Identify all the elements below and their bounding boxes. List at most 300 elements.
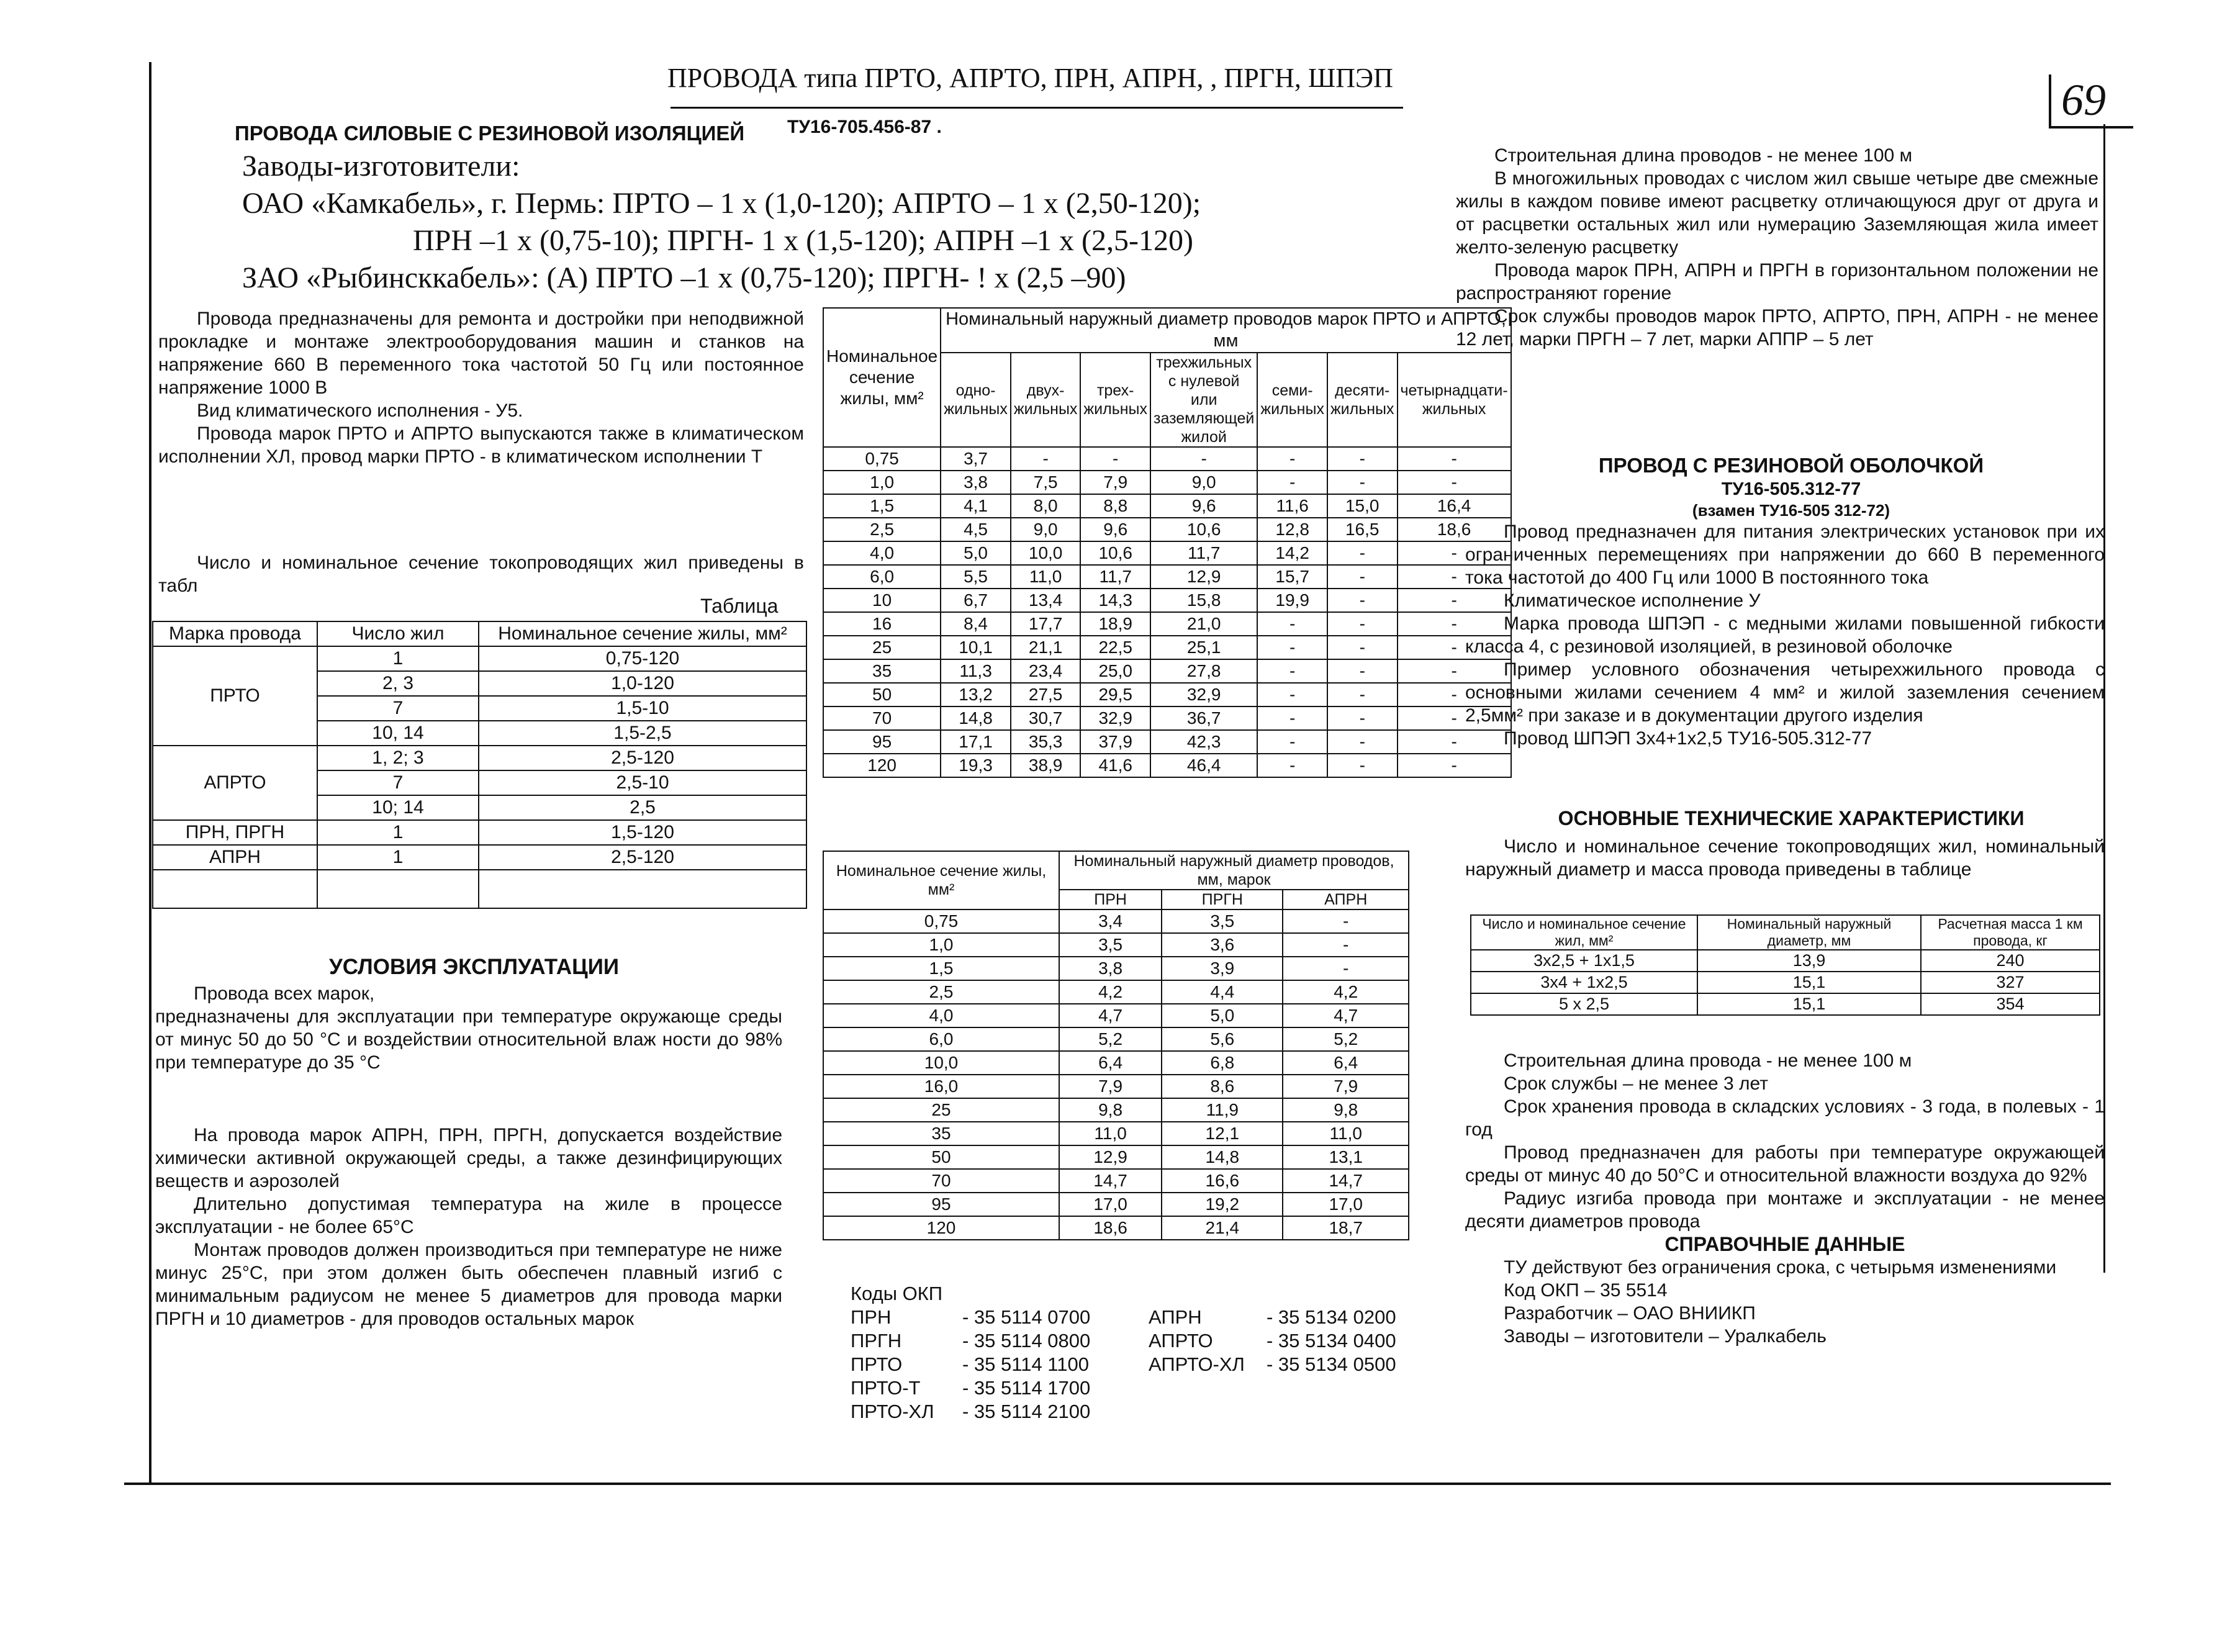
- table-row: [823, 447, 1511, 471]
- table-row: [823, 980, 1409, 1004]
- table-row: [1471, 993, 2100, 1015]
- value-cell: -: [1257, 659, 1327, 683]
- value-cell: 25,0: [1080, 659, 1150, 683]
- prn-diameter-table: [823, 851, 1409, 1240]
- right-paragraph: Строительная длина проводов - не менее 100 м: [1494, 145, 1913, 166]
- shpep-block: [1465, 520, 2105, 750]
- row-label-cell: 0,75: [823, 447, 941, 471]
- table-row: [823, 471, 1511, 494]
- manufacturers-line: ЗАО «Рыбинсккабель»: (А) ПРТО –1 х (0,75-120); ПРГН- ! х (2,5 –90): [242, 261, 1126, 294]
- conditions-block: [155, 982, 782, 1074]
- conditions-paragraph: Монтаж проводов должен производиться при температуре не ниже минус 25°С, при этом должен быть обеспечен плавный изгиб с минимальным радиусом не менее 5 диаметров для провода марки ПРГН и 10 диаметров - для проводов остальных марок: [155, 1240, 782, 1329]
- value-cell: 9,6: [1080, 518, 1150, 541]
- table-row: [823, 1004, 1409, 1027]
- value-cell: 18,6: [1059, 1216, 1162, 1240]
- value-cell: -: [1398, 612, 1511, 636]
- table-row: [823, 957, 1409, 980]
- value-cell: 16,4: [1398, 494, 1511, 518]
- row-label-cell: 6,0: [823, 565, 941, 589]
- value-cell: 9,6: [1150, 494, 1257, 518]
- row-label-cell: 70: [823, 706, 941, 730]
- value-cell: 8,4: [941, 612, 1011, 636]
- value-cell: 25,1: [1150, 636, 1257, 659]
- table-row: [823, 612, 1511, 636]
- value-cell: -: [1257, 471, 1327, 494]
- table-row: [823, 754, 1511, 777]
- okp-mark: АПРН: [1149, 1306, 1202, 1328]
- row-label-cell: 50: [823, 1145, 1059, 1169]
- table-row: [823, 659, 1511, 683]
- value-cell: 13,1: [1283, 1145, 1409, 1169]
- value-cell: 15,1: [1697, 972, 1921, 993]
- table-row: [823, 589, 1511, 612]
- value-cell: -: [1327, 754, 1398, 777]
- value-cell: 29,5: [1080, 683, 1150, 706]
- reference-heading: СПРАВОЧНЫЕ ДАННЫЕ: [1664, 1233, 1905, 1255]
- right-paragraph: Срок службы проводов марок ПРТО, АПРТО, ПРН, АПРН - не менее 12 лет, марки ПРГН – 7 лет, марки АППР – 5 лет: [1456, 306, 2098, 350]
- value-cell: 3,6: [1162, 933, 1283, 957]
- value-cell: -: [1327, 447, 1398, 471]
- value-cell: 11,6: [1257, 494, 1327, 518]
- conditions-paragraph: На провода марок АПРН, ПРН, ПРГН, допускается воздействие химически активной окружающей среды, а также дезинфицирующих веществ и аэрозолей: [155, 1125, 782, 1191]
- row-label-cell: 120: [823, 754, 941, 777]
- okp-mark: ПРТО-ХЛ: [851, 1401, 934, 1422]
- value-cell: 3,5: [1059, 933, 1162, 957]
- shpep-tu: ТУ16-505.312-77: [1721, 479, 1861, 499]
- conditions-paragraph: предназначены для эксплуатации при температуре окружающе среды от минус 50 до 50 °С и воздействии относительной влаж ности до 98% при температуре до 35 °С: [155, 1006, 782, 1073]
- okp-mark: ПРН: [851, 1306, 892, 1328]
- intro-paragraph: Вид климатического исполнения - У5.: [197, 400, 523, 421]
- right-paragraph: Срок службы – не менее 3 лет: [1504, 1073, 1768, 1094]
- value-cell: 11,7: [1150, 541, 1257, 565]
- okp-code: - 35 5114 1100: [962, 1353, 1089, 1375]
- table-row: [1471, 972, 2100, 993]
- cores-cell: 1: [317, 646, 479, 671]
- row-label-cell: 50: [823, 683, 941, 706]
- right-paragraph: В многожильных проводах с числом жил свыше четыре две смежные жилы в каждом повиве имеют расцветку отличающуюся друг от друга и от расцветки остальных жил или нумерацию Заземляющая жила имеет желто-зеленую расцветку: [1456, 168, 2098, 258]
- value-cell: 4,7: [1059, 1004, 1162, 1027]
- value-cell: 19,2: [1162, 1193, 1283, 1216]
- shpep-table: [1470, 914, 2100, 1016]
- okp-code: - 35 5114 1700: [962, 1377, 1091, 1399]
- value-cell: 13,4: [1011, 589, 1081, 612]
- row-label-cell: 4,0: [823, 1004, 1059, 1027]
- cores-cell: 7: [317, 770, 479, 795]
- okp-mark: АПРТО-ХЛ: [1149, 1353, 1245, 1375]
- okp-code: [1267, 1376, 1428, 1400]
- value-cell: 14,8: [1162, 1145, 1283, 1169]
- conditions-paragraph: Провода всех марок,: [194, 983, 375, 1004]
- value-cell: 9,0: [1011, 518, 1081, 541]
- table-row: [823, 1051, 1409, 1075]
- conditions-paragraph: Длительно допустимая температура на жиле в процессе эксплуатации - не более 65°С: [155, 1194, 782, 1237]
- okp-heading: Коды ОКП: [851, 1283, 943, 1304]
- shpep-paragraph: Провод предназначен для питания электрических установок при их ограниченных перемещениях при напряжении до 660 В переменного тока частотой до 400 Гц или 1000 В постоянного тока: [1465, 521, 2105, 588]
- okp-code: - 35 5114 2100: [962, 1401, 1091, 1422]
- value-cell: 3,5: [1162, 910, 1283, 933]
- value-cell: -: [1398, 754, 1511, 777]
- column-header: Число и номинальное сечение жил, мм²: [1471, 915, 1697, 950]
- value-cell: -: [1257, 754, 1327, 777]
- value-cell: 16,6: [1162, 1169, 1283, 1193]
- cores-cell: 2, 3: [317, 671, 479, 696]
- cores-cell: 1: [317, 820, 479, 845]
- row-label-cell: 0,75: [823, 910, 1059, 933]
- cores-cell: 7: [317, 696, 479, 721]
- value-cell: 7,9: [1080, 471, 1150, 494]
- right-paragraph: Заводы – изготовители – Уралкабель: [1504, 1326, 1827, 1347]
- value-cell: -: [1398, 659, 1511, 683]
- value-cell: 14,8: [941, 706, 1011, 730]
- value-cell: -: [1257, 706, 1327, 730]
- okp-block: [851, 1282, 1428, 1424]
- value-cell: 18,6: [1398, 518, 1511, 541]
- value-cell: 35,3: [1011, 730, 1081, 754]
- frame-bottom-line: [124, 1483, 2111, 1485]
- value-cell: 8,0: [1011, 494, 1081, 518]
- value-cell: 6,7: [941, 589, 1011, 612]
- value-cell: 41,6: [1080, 754, 1150, 777]
- table-row: [153, 870, 806, 908]
- intro-paragraph: Провода марок ПРТО и АПРТО выпускаются также в климатическом исполнении ХЛ, провод марки ПРТО - в климатическом исполнении Т: [158, 423, 804, 467]
- section-cell: 2,5-120: [479, 746, 806, 770]
- section-header: Номинальное сечение жилы, мм²: [823, 308, 941, 447]
- tech-intro: [1465, 835, 2105, 881]
- conditions-heading: УСЛОВИЯ ЭКСПЛУАТАЦИИ: [329, 955, 620, 979]
- group-header: Номинальный наружный диаметр проводов, мм, марок: [1059, 851, 1409, 890]
- table-row: [823, 1216, 1409, 1240]
- value-cell: 14,2: [1257, 541, 1327, 565]
- mark-cell: ПРТО: [153, 646, 317, 746]
- value-cell: 6,4: [1059, 1051, 1162, 1075]
- value-cell: 19,3: [941, 754, 1011, 777]
- group-header: Номинальный наружный диаметр проводов марок ПРТО и АПРТО, мм: [941, 308, 1511, 353]
- right-paragraph: Строительная длина провода - не менее 100 м: [1504, 1050, 1912, 1071]
- value-cell: 4,5: [941, 518, 1011, 541]
- row-label-cell: 10,0: [823, 1051, 1059, 1075]
- value-cell: 17,0: [1059, 1193, 1162, 1216]
- value-cell: 23,4: [1011, 659, 1081, 683]
- value-cell: 16,5: [1327, 518, 1398, 541]
- section-cell: 2,5: [479, 795, 806, 820]
- value-cell: 21,1: [1011, 636, 1081, 659]
- section-cell: 1,0-120: [479, 671, 806, 696]
- conditions-block-2: [155, 1124, 782, 1330]
- shpep-paragraph: Число и номинальное сечение токопроводящих жил, номинальный наружный диаметр и масса провода приведены в таблице: [1465, 836, 2105, 880]
- table-row: [823, 636, 1511, 659]
- shpep-heading: ПРОВОД С РЕЗИНОВОЙ ОБОЛОЧКОЙ: [1598, 454, 1984, 477]
- table-row: [823, 1027, 1409, 1051]
- value-cell: -: [1257, 683, 1327, 706]
- value-cell: 11,9: [1162, 1098, 1283, 1122]
- row-label-cell: 16,0: [823, 1075, 1059, 1098]
- row-label-cell: 35: [823, 1122, 1059, 1145]
- value-cell: 5,0: [941, 541, 1011, 565]
- shpep-paragraph: Климатическое исполнение У: [1504, 590, 1761, 611]
- value-cell: -: [1327, 589, 1398, 612]
- value-cell: 42,3: [1150, 730, 1257, 754]
- value-cell: 354: [1921, 993, 2100, 1015]
- value-cell: 12,9: [1059, 1145, 1162, 1169]
- value-cell: -: [1327, 471, 1398, 494]
- value-cell: 15,8: [1150, 589, 1257, 612]
- value-cell: 32,9: [1080, 706, 1150, 730]
- mark-cell: АПРН: [153, 845, 317, 870]
- value-cell: 11,3: [941, 659, 1011, 683]
- cores-cell: 10; 14: [317, 795, 479, 820]
- value-cell: 10,0: [1011, 541, 1081, 565]
- section-cell: 1,5-2,5: [479, 721, 806, 746]
- value-cell: 15,7: [1257, 565, 1327, 589]
- value-cell: 3,7: [941, 447, 1011, 471]
- shpep-header: [1478, 453, 2105, 520]
- okp-code: - 35 5134 0400: [1267, 1330, 1396, 1352]
- value-cell: -: [1327, 659, 1398, 683]
- okp-mark: АПРТО: [1149, 1330, 1213, 1352]
- value-cell: -: [1398, 636, 1511, 659]
- table-row: [823, 518, 1511, 541]
- row-label-cell: 25: [823, 636, 941, 659]
- page-number: 69: [2049, 74, 2133, 129]
- row-label-cell: 2,5: [823, 518, 941, 541]
- value-cell: 17,0: [1283, 1193, 1409, 1216]
- manufacturers-line: ПРН –1 х (0,75-10); ПРГН- 1 х (1,5-120); АПРН –1 х (2,5-120): [413, 224, 1193, 257]
- cores-cell: 1: [317, 845, 479, 870]
- value-cell: 4,2: [1059, 980, 1162, 1004]
- value-cell: 10,6: [1150, 518, 1257, 541]
- value-cell: 17,1: [941, 730, 1011, 754]
- manufacturers-block: [242, 148, 1201, 297]
- right-paragraph: Срок хранения провода в складских условиях - 3 года, в полевых - 1 год: [1465, 1096, 2105, 1140]
- intro-paragraph: Число и номинальное сечение токопроводящих жил приведены в табл: [158, 553, 804, 596]
- row-label-cell: 95: [823, 730, 941, 754]
- header-underline: [671, 107, 1403, 109]
- table-row: [823, 683, 1511, 706]
- okp-row: [851, 1376, 1428, 1400]
- value-cell: 12,8: [1257, 518, 1327, 541]
- mark-cell: ПРН, ПРГН: [153, 820, 317, 845]
- marks-header: Номинальное сечение жилы, мм²: [479, 621, 806, 646]
- empty-cell: [479, 870, 806, 908]
- value-cell: 5,5: [941, 565, 1011, 589]
- right-paragraph: Код ОКП – 35 5514: [1504, 1280, 1668, 1301]
- table-label: Таблица: [700, 595, 779, 617]
- okp-code: - 35 5134 0500: [1267, 1353, 1396, 1375]
- column-header: ПРГН: [1162, 890, 1283, 910]
- okp-code: - 35 5114 0800: [962, 1330, 1091, 1352]
- table-row: [823, 730, 1511, 754]
- value-cell: 3,8: [1059, 957, 1162, 980]
- row-label-cell: 1,0: [823, 933, 1059, 957]
- section-cell: 1,5-120: [479, 820, 806, 845]
- value-cell: 17,7: [1011, 612, 1081, 636]
- table-row: [823, 706, 1511, 730]
- okp-row: [851, 1400, 1428, 1424]
- row-label-cell: 1,5: [823, 494, 941, 518]
- column-header: АПРН: [1283, 890, 1409, 910]
- manufacturers-heading: Заводы-изготовители:: [242, 150, 520, 183]
- value-cell: -: [1327, 706, 1398, 730]
- column-header: двух-жильных: [1011, 353, 1081, 447]
- marks-table: [152, 621, 807, 909]
- cores-cell: 1, 2; 3: [317, 746, 479, 770]
- column-header: четырнадцати-жильных: [1398, 353, 1511, 447]
- value-cell: 4,2: [1283, 980, 1409, 1004]
- value-cell: 36,7: [1150, 706, 1257, 730]
- value-cell: -: [1283, 933, 1409, 957]
- shpep-paragraph: Пример условного обозначения четырехжильного провода с основными жилами сечением 4 мм² и жилой заземления сечением 2,5мм² при заказе и в документации другого изделия: [1465, 659, 2105, 726]
- value-cell: 3,8: [941, 471, 1011, 494]
- value-cell: 8,8: [1080, 494, 1150, 518]
- value-cell: 30,7: [1011, 706, 1081, 730]
- value-cell: 27,5: [1011, 683, 1081, 706]
- column-header: десяти-жильных: [1327, 353, 1398, 447]
- value-cell: -: [1327, 683, 1398, 706]
- row-label-cell: 25: [823, 1098, 1059, 1122]
- table-row: [1471, 950, 2100, 972]
- value-cell: -: [1398, 589, 1511, 612]
- table-row: [823, 910, 1409, 933]
- value-cell: 9,0: [1150, 471, 1257, 494]
- value-cell: -: [1398, 541, 1511, 565]
- value-cell: -: [1283, 910, 1409, 933]
- okp-mark: [1149, 1376, 1267, 1400]
- value-cell: 32,9: [1150, 683, 1257, 706]
- value-cell: 11,0: [1283, 1122, 1409, 1145]
- value-cell: 240: [1921, 950, 2100, 972]
- value-cell: -: [1398, 683, 1511, 706]
- value-cell: 21,0: [1150, 612, 1257, 636]
- row-label-cell: 120: [823, 1216, 1059, 1240]
- value-cell: -: [1327, 612, 1398, 636]
- row-label-cell: 4,0: [823, 541, 941, 565]
- value-cell: 7,9: [1283, 1075, 1409, 1098]
- table-row: [823, 1169, 1409, 1193]
- value-cell: 13,2: [941, 683, 1011, 706]
- row-label-cell: 16: [823, 612, 941, 636]
- value-cell: -: [1080, 447, 1150, 471]
- right-paragraph: Разработчик – ОАО ВНИИКП: [1504, 1303, 1756, 1324]
- value-cell: 11,0: [1059, 1122, 1162, 1145]
- row-label-cell: 10: [823, 589, 941, 612]
- table-row: [823, 1122, 1409, 1145]
- value-cell: 5,2: [1283, 1027, 1409, 1051]
- value-cell: -: [1327, 636, 1398, 659]
- value-cell: 12,9: [1150, 565, 1257, 589]
- row-label-cell: 1,0: [823, 471, 941, 494]
- page-title: ПРОВОДА типа ПРТО, АПРТО, ПРН, АПРН, , ПРГН, ШПЭП: [667, 63, 1393, 93]
- marks-header: Марка провода: [153, 621, 317, 646]
- right-top-block: [1456, 144, 2098, 351]
- column-header: Расчетная масса 1 км провода, кг: [1921, 915, 2100, 950]
- tech-heading: ОСНОВНЫЕ ТЕХНИЧЕСКИЕ ХАРАКТЕРИСТИКИ: [1558, 807, 2025, 829]
- value-cell: 6,8: [1162, 1051, 1283, 1075]
- shpep-paragraph: Марка провода ШПЭП - с медными жилами повышенной гибкости класса 4, с резиновой изоляцией, в резиновой оболочке: [1465, 613, 2105, 657]
- right-paragraph: Провода марок ПРН, АПРН и ПРГН в горизонтальном положении не распространяют горение: [1456, 260, 2098, 304]
- table-row: [153, 845, 806, 870]
- table-row: [823, 1145, 1409, 1169]
- prto-diameter-table: [823, 307, 1512, 778]
- okp-mark: ПРГН: [851, 1330, 902, 1352]
- left-intro: [158, 307, 804, 468]
- value-cell: 5,0: [1162, 1004, 1283, 1027]
- okp-row: [851, 1329, 1428, 1353]
- row-label-cell: 2,5: [823, 980, 1059, 1004]
- column-header: одно-жильных: [941, 353, 1011, 447]
- value-cell: 13,9: [1697, 950, 1921, 972]
- section-cell: 0,75-120: [479, 646, 806, 671]
- okp-mark: ПРТО: [851, 1353, 903, 1375]
- section-cell: 1,5-10: [479, 696, 806, 721]
- okp-code: - 35 5114 0700: [962, 1306, 1091, 1328]
- value-cell: 4,7: [1283, 1004, 1409, 1027]
- shpep-replaces: (взамен ТУ16-505 312-72): [1692, 501, 1890, 520]
- okp-row: [851, 1353, 1428, 1376]
- value-cell: 14,7: [1283, 1169, 1409, 1193]
- table-row: [153, 820, 806, 845]
- value-cell: 11,0: [1011, 565, 1081, 589]
- value-cell: 37,9: [1080, 730, 1150, 754]
- value-cell: 21,4: [1162, 1216, 1283, 1240]
- value-cell: 18,9: [1080, 612, 1150, 636]
- mark-cell: АПРТО: [153, 746, 317, 820]
- value-cell: 12,1: [1162, 1122, 1283, 1145]
- row-label-cell: 3х2,5 + 1х1,5: [1471, 950, 1697, 972]
- section-header: Номинальное сечение жилы, мм²: [823, 851, 1059, 910]
- value-cell: 10,1: [941, 636, 1011, 659]
- table-row: [153, 646, 806, 671]
- table-row: [823, 1098, 1409, 1122]
- shpep-paragraph: Провод ШПЭП 3х4+1х2,5 ТУ16-505.312-77: [1504, 728, 1872, 749]
- value-cell: -: [1398, 730, 1511, 754]
- marks-header: Число жил: [317, 621, 479, 646]
- row-label-cell: 70: [823, 1169, 1059, 1193]
- tu-label: ТУ16-705.456-87 .: [787, 117, 942, 137]
- value-cell: -: [1398, 471, 1511, 494]
- value-cell: 7,5: [1011, 471, 1081, 494]
- okp-row: [851, 1306, 1428, 1329]
- value-cell: 38,9: [1011, 754, 1081, 777]
- column-header: Номинальный наружный диаметр, мм: [1697, 915, 1921, 950]
- table-row: [153, 746, 806, 770]
- value-cell: 27,8: [1150, 659, 1257, 683]
- okp-mark: ПРТО-Т: [851, 1377, 921, 1399]
- value-cell: 327: [1921, 972, 2100, 993]
- right-paragraph: Провод предназначен для работы при температуре окружающей среды от минус 40 до 50°С и относительной влажности воздуха до 92%: [1465, 1142, 2105, 1186]
- value-cell: -: [1257, 636, 1327, 659]
- empty-cell: [153, 870, 317, 908]
- table-row: [823, 541, 1511, 565]
- value-cell: -: [1398, 565, 1511, 589]
- value-cell: 14,7: [1059, 1169, 1162, 1193]
- value-cell: -: [1150, 447, 1257, 471]
- value-cell: -: [1011, 447, 1081, 471]
- section-cell: 2,5-10: [479, 770, 806, 795]
- value-cell: -: [1398, 447, 1511, 471]
- cores-cell: 10, 14: [317, 721, 479, 746]
- value-cell: -: [1257, 447, 1327, 471]
- table-row: [823, 933, 1409, 957]
- value-cell: 9,8: [1283, 1098, 1409, 1122]
- value-cell: 11,7: [1080, 565, 1150, 589]
- okp-code: - 35 5134 0200: [1267, 1306, 1396, 1328]
- column-header: трехжильных с нулевой или заземляющей жилой: [1150, 353, 1257, 447]
- value-cell: 9,8: [1059, 1098, 1162, 1122]
- column-header: ПРН: [1059, 890, 1162, 910]
- row-label-cell: 3х4 + 1х2,5: [1471, 972, 1697, 993]
- value-cell: 8,6: [1162, 1075, 1283, 1098]
- value-cell: -: [1327, 541, 1398, 565]
